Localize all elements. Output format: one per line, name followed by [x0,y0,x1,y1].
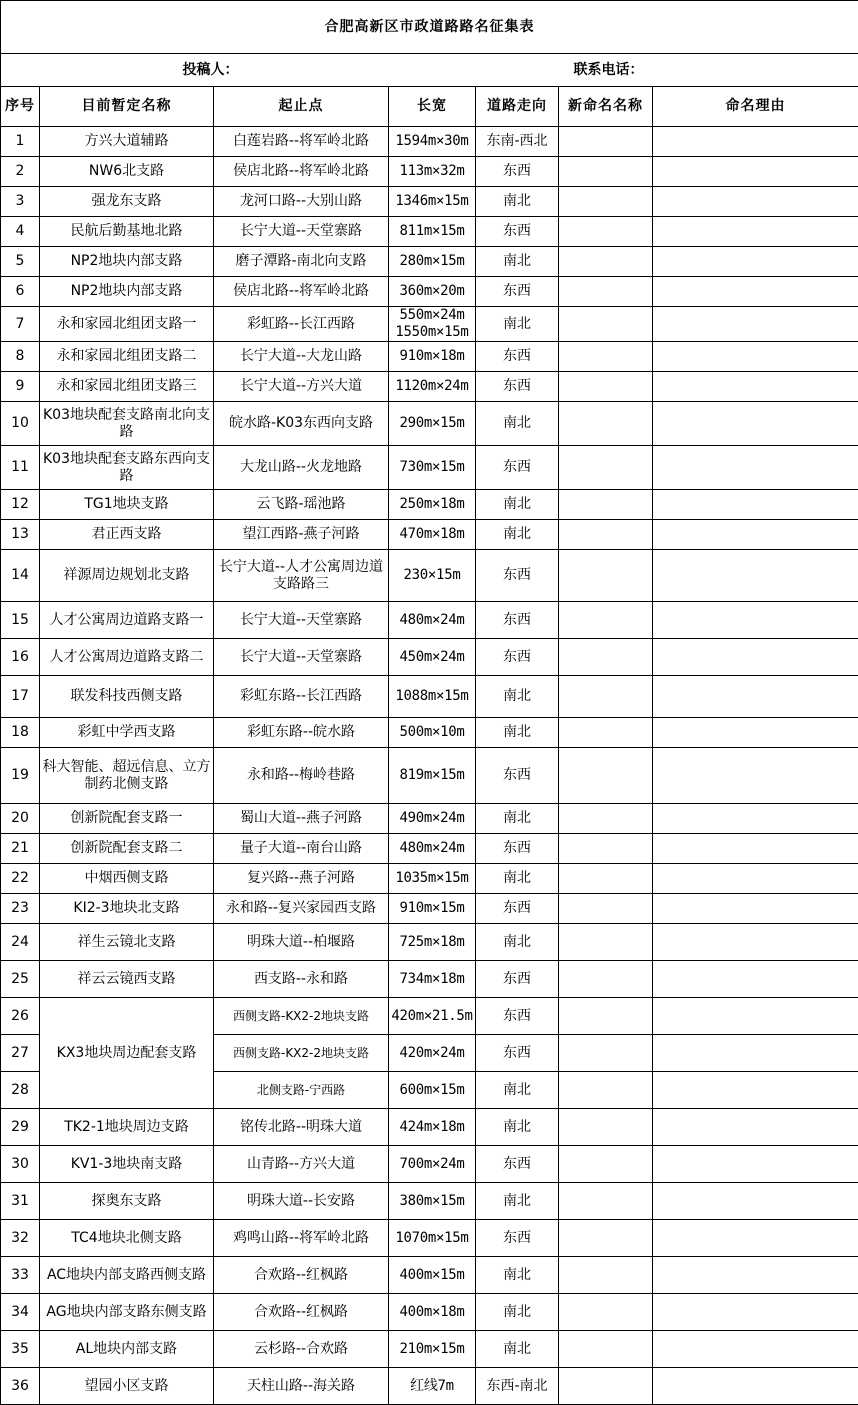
header-reason: 命名理由 [653,87,858,127]
new-name-input[interactable] [559,804,653,834]
row-number: 24 [1,924,40,961]
table-row [1,834,858,864]
table-row [1,1331,858,1368]
row-number: 25 [1,961,40,998]
start-end-points: 复兴路--燕子河路 [214,864,389,894]
new-name-input[interactable] [559,247,653,277]
table-row [1,520,858,550]
naming-reason-input[interactable] [653,1035,858,1072]
page-title: 合肥高新区市政道路路名征集表 [1,1,858,54]
header-direction: 道路走向 [476,87,559,127]
table-row [1,550,858,602]
naming-reason-input[interactable] [653,1368,858,1405]
current-name: 创新院配套支路二 [40,834,214,864]
road-direction: 东西 [476,157,559,187]
new-name-input[interactable] [559,157,653,187]
row-number: 7 [1,307,40,342]
naming-reason-input[interactable] [653,998,858,1035]
road-direction: 东西 [476,748,559,804]
road-direction: 东西 [476,446,559,490]
naming-reason-input[interactable] [653,1331,858,1368]
length-width: 360m×20m [389,277,476,307]
naming-reason-input[interactable] [653,1294,858,1331]
length-width: 700m×24m [389,1146,476,1183]
naming-reason-input[interactable] [653,446,858,490]
road-direction: 南北 [476,520,559,550]
road-direction: 南北 [476,804,559,834]
current-name: 永和家园北组团支路二 [40,342,214,372]
naming-reason-input[interactable] [653,894,858,924]
start-end-points: 铭传北路--明珠大道 [214,1109,389,1146]
start-end-points: 合欢路--红枫路 [214,1257,389,1294]
naming-reason-input[interactable] [653,127,858,157]
table-row [1,342,858,372]
length-width: 910m×18m [389,342,476,372]
new-name-input[interactable] [559,748,653,804]
length-width: 1594m×30m [389,127,476,157]
header-row [1,87,858,127]
road-direction: 南北 [476,307,559,342]
road-direction: 东西 [476,217,559,247]
current-name: NW6北支路 [40,157,214,187]
new-name-input[interactable] [559,520,653,550]
road-direction: 南北 [476,718,559,748]
new-name-input[interactable] [559,277,653,307]
table-row [1,1257,858,1294]
current-name: 科大智能、超远信息、立方制药北侧支路 [40,748,214,804]
start-end-points: 彩虹东路--皖水路 [214,718,389,748]
road-direction: 南北 [476,1331,559,1368]
row-number: 5 [1,247,40,277]
start-end-points: 永和路--复兴家园西支路 [214,894,389,924]
row-number: 28 [1,1072,40,1109]
length-width: 1346m×15m [389,187,476,217]
naming-reason-input[interactable] [653,1220,858,1257]
start-end-points: 白莲岩路--将军岭北路 [214,127,389,157]
length-width: 250m×18m [389,490,476,520]
row-number: 32 [1,1220,40,1257]
new-name-input[interactable] [559,217,653,247]
road-direction: 东西 [476,639,559,676]
naming-reason-input[interactable] [653,718,858,748]
current-name: TG1地块支路 [40,490,214,520]
table-row [1,1294,858,1331]
new-name-input[interactable] [559,342,653,372]
new-name-input[interactable] [559,446,653,490]
row-number: 6 [1,277,40,307]
table-row [1,1368,858,1405]
length-width: 380m×15m [389,1183,476,1220]
table-row [1,924,858,961]
table-row [1,1146,858,1183]
current-name: 联发科技西侧支路 [40,676,214,718]
start-end-points: 明珠大道--柏堰路 [214,924,389,961]
new-name-input[interactable] [559,127,653,157]
start-end-points: 明珠大道--长安路 [214,1183,389,1220]
new-name-input[interactable] [559,676,653,718]
naming-reason-input[interactable] [653,372,858,402]
new-name-input[interactable] [559,894,653,924]
new-name-input[interactable] [559,1257,653,1294]
road-direction: 南北 [476,1072,559,1109]
start-end-points: 彩虹路--长江西路 [214,307,389,342]
row-number: 30 [1,1146,40,1183]
row-number: 20 [1,804,40,834]
road-direction: 东西 [476,834,559,864]
current-name: 望园小区支路 [40,1368,214,1405]
row-number: 27 [1,1035,40,1072]
row-number: 18 [1,718,40,748]
naming-reason-input[interactable] [653,402,858,446]
row-number: 34 [1,1294,40,1331]
start-end-points: 永和路--梅岭巷路 [214,748,389,804]
new-name-input[interactable] [559,998,653,1035]
new-name-input[interactable] [559,1072,653,1109]
table-row [1,639,858,676]
length-width: 424m×18m [389,1109,476,1146]
start-end-points: 长宁大道--方兴大道 [214,372,389,402]
naming-reason-input[interactable] [653,804,858,834]
length-width: 280m×15m [389,247,476,277]
row-number: 33 [1,1257,40,1294]
row-number: 22 [1,864,40,894]
naming-reason-input[interactable] [653,748,858,804]
row-number: 8 [1,342,40,372]
length-width: 725m×18m [389,924,476,961]
length-width: 450m×24m [389,639,476,676]
road-direction: 东西 [476,1146,559,1183]
new-name-input[interactable] [559,1035,653,1072]
length-width: 400m×18m [389,1294,476,1331]
length-width: 480m×24m [389,602,476,639]
row-number: 19 [1,748,40,804]
row-number: 14 [1,550,40,602]
road-direction: 东西 [476,342,559,372]
road-direction: 东西 [476,1035,559,1072]
new-name-input[interactable] [559,602,653,639]
start-end-points: 鸡鸣山路--将军岭北路 [214,1220,389,1257]
table-row [1,1183,858,1220]
length-width: 红线7m [389,1368,476,1405]
submitter-row [1,54,858,87]
table-row [1,748,858,804]
start-end-points: 蜀山大道--燕子河路 [214,804,389,834]
naming-reason-input[interactable] [653,157,858,187]
start-end-points: 长宁大道--天堂寨路 [214,217,389,247]
naming-reason-input[interactable] [653,1072,858,1109]
start-end-points: 长宁大道--天堂寨路 [214,639,389,676]
table-row [1,127,858,157]
phone-label: 联系电话： [573,61,644,78]
naming-reason-input[interactable] [653,550,858,602]
row-number: 16 [1,639,40,676]
table-row [1,157,858,187]
header-name: 目前暂定名称 [40,87,214,127]
road-direction: 东西 [476,550,559,602]
row-number: 17 [1,676,40,718]
length-width: 1070m×15m [389,1220,476,1257]
new-name-input[interactable] [559,307,653,342]
length-width: 400m×15m [389,1257,476,1294]
length-width: 819m×15m [389,748,476,804]
naming-reason-input[interactable] [653,864,858,894]
length-width: 210m×15m [389,1331,476,1368]
table-row [1,804,858,834]
length-width: 1035m×15m [389,864,476,894]
current-name: K03地块配套支路东西向支路 [40,446,214,490]
new-name-input[interactable] [559,864,653,894]
start-end-points: 大龙山路--火龙地路 [214,446,389,490]
new-name-input[interactable] [559,1183,653,1220]
start-end-points: 云飞路-瑶池路 [214,490,389,520]
road-direction: 东西 [476,961,559,998]
new-name-input[interactable] [559,1331,653,1368]
road-direction: 南北 [476,1183,559,1220]
current-name: 强龙东支路 [40,187,214,217]
road-direction: 东西 [476,1220,559,1257]
row-number: 3 [1,187,40,217]
table-row [1,446,858,490]
header-new-name: 新命名名称 [559,87,653,127]
length-width: 420m×24m [389,1035,476,1072]
current-name: 民航后勤基地北路 [40,217,214,247]
new-name-input[interactable] [559,639,653,676]
naming-reason-input[interactable] [653,247,858,277]
table-row [1,676,858,718]
length-width: 470m×18m [389,520,476,550]
table-row [1,490,858,520]
new-name-input[interactable] [559,834,653,864]
current-name: TC4地块北侧支路 [40,1220,214,1257]
table-row [1,372,858,402]
road-direction: 南北 [476,676,559,718]
road-direction: 南北 [476,490,559,520]
start-end-points: 山青路--方兴大道 [214,1146,389,1183]
road-direction: 东西-南北 [476,1368,559,1405]
current-name: 人才公寓周边道路支路一 [40,602,214,639]
naming-reason-input[interactable] [653,490,858,520]
road-direction: 东西 [476,998,559,1035]
start-end-points: 长宁大道--天堂寨路 [214,602,389,639]
naming-reason-input[interactable] [653,277,858,307]
start-end-points: 侯店北路--将军岭北路 [214,157,389,187]
naming-reason-input[interactable] [653,639,858,676]
row-number: 23 [1,894,40,924]
road-direction: 南北 [476,247,559,277]
new-name-input[interactable] [559,718,653,748]
current-name: 探奥东支路 [40,1183,214,1220]
current-name: 祥源周边规划北支路 [40,550,214,602]
new-name-input[interactable] [559,490,653,520]
start-end-points: 西侧支路-KX2-2地块支路 [214,1035,389,1072]
road-direction: 南北 [476,1294,559,1331]
start-end-points: 磨子潭路-南北向支路 [214,247,389,277]
table-row [1,864,858,894]
start-end-points: 北侧支路-宁西路 [214,1072,389,1109]
length-width: 420m×21.5m [389,998,476,1035]
road-direction: 南北 [476,1257,559,1294]
current-name: NP2地块内部支路 [40,247,214,277]
length-width: 500m×10m [389,718,476,748]
road-direction: 南北 [476,402,559,446]
submitter-label: 投稿人： [182,61,239,78]
start-end-points: 云杉路--合欢路 [214,1331,389,1368]
current-name: K03地块配套支路南北向支路 [40,402,214,446]
start-end-points: 天柱山路--海关路 [214,1368,389,1405]
length-width: 230×15m [389,550,476,602]
length-width: 1120m×24m [389,372,476,402]
row-number: 29 [1,1109,40,1146]
new-name-input[interactable] [559,1109,653,1146]
length-width: 113m×32m [389,157,476,187]
current-name: 祥生云镜北支路 [40,924,214,961]
new-name-input[interactable] [559,1220,653,1257]
current-name: AC地块内部支路西侧支路 [40,1257,214,1294]
new-name-input[interactable] [559,187,653,217]
road-direction: 南北 [476,1109,559,1146]
road-direction: 东西 [476,372,559,402]
current-name: 创新院配套支路一 [40,804,214,834]
table-row [1,961,858,998]
start-end-points: 长宁大道--大龙山路 [214,342,389,372]
current-name: NP2地块内部支路 [40,277,214,307]
start-end-points: 合欢路--红枫路 [214,1294,389,1331]
new-name-input[interactable] [559,372,653,402]
current-name: TK2-1地块周边支路 [40,1109,214,1146]
new-name-input[interactable] [559,1294,653,1331]
header-start-end: 起止点 [214,87,389,127]
naming-reason-input[interactable] [653,307,858,342]
naming-reason-input[interactable] [653,342,858,372]
new-name-input[interactable] [559,1368,653,1405]
row-number: 26 [1,998,40,1035]
naming-reason-input[interactable] [653,924,858,961]
start-end-points: 量子大道--南台山路 [214,834,389,864]
road-direction: 东南-西北 [476,127,559,157]
length-width: 480m×24m [389,834,476,864]
naming-reason-input[interactable] [653,1183,858,1220]
table-row [1,217,858,247]
start-end-points: 西侧支路-KX2-2地块支路 [214,998,389,1035]
naming-reason-input[interactable] [653,834,858,864]
row-number: 35 [1,1331,40,1368]
length-width: 600m×15m [389,1072,476,1109]
row-number: 13 [1,520,40,550]
new-name-input[interactable] [559,961,653,998]
current-name: 方兴大道辅路 [40,127,214,157]
current-name: 永和家园北组团支路一 [40,307,214,342]
road-direction: 南北 [476,187,559,217]
length-width: 490m×24m [389,804,476,834]
road-direction: 东西 [476,894,559,924]
table-row [1,718,858,748]
naming-reason-input[interactable] [653,520,858,550]
table-row [1,247,858,277]
length-width: 1088m×15m [389,676,476,718]
table-row [1,602,858,639]
current-name: 永和家园北组团支路三 [40,372,214,402]
new-name-input[interactable] [559,550,653,602]
naming-reason-input[interactable] [653,602,858,639]
row-number: 31 [1,1183,40,1220]
naming-reason-input[interactable] [653,217,858,247]
table-row [1,307,858,342]
naming-reason-input[interactable] [653,961,858,998]
current-name: KX3地块周边配套支路 [40,998,214,1109]
length-width: 811m×15m [389,217,476,247]
current-name: KV1-3地块南支路 [40,1146,214,1183]
header-no: 序号 [1,87,40,127]
row-number: 9 [1,372,40,402]
naming-reason-input[interactable] [653,676,858,718]
row-number: 12 [1,490,40,520]
current-name: AL地块内部支路 [40,1331,214,1368]
new-name-input[interactable] [559,1146,653,1183]
row-number: 10 [1,402,40,446]
length-width: 730m×15m [389,446,476,490]
current-name: AG地块内部支路东侧支路 [40,1294,214,1331]
row-number: 36 [1,1368,40,1405]
row-number: 2 [1,157,40,187]
row-number: 4 [1,217,40,247]
start-end-points: 望江西路-燕子河路 [214,520,389,550]
naming-reason-input[interactable] [653,187,858,217]
new-name-input[interactable] [559,924,653,961]
start-end-points: 长宁大道--人才公寓周边道支路路三 [214,550,389,602]
current-name: 中烟西侧支路 [40,864,214,894]
start-end-points: 皖水路-K03东西向支路 [214,402,389,446]
length-width: 734m×18m [389,961,476,998]
naming-reason-input[interactable] [653,1146,858,1183]
start-end-points: 西支路--永和路 [214,961,389,998]
table-row [1,402,858,446]
start-end-points: 侯店北路--将军岭北路 [214,277,389,307]
current-name: 彩虹中学西支路 [40,718,214,748]
naming-reason-input[interactable] [653,1109,858,1146]
current-name: 君正西支路 [40,520,214,550]
length-width: 290m×15m [389,402,476,446]
table-row [1,277,858,307]
start-end-points: 彩虹东路--长江西路 [214,676,389,718]
current-name: 人才公寓周边道路支路二 [40,639,214,676]
new-name-input[interactable] [559,402,653,446]
start-end-points: 龙河口路--大别山路 [214,187,389,217]
current-name: 祥云云镜西支路 [40,961,214,998]
road-direction: 南北 [476,864,559,894]
length-width: 910m×15m [389,894,476,924]
row-number: 1 [1,127,40,157]
road-direction: 东西 [476,277,559,307]
naming-reason-input[interactable] [653,1257,858,1294]
table-row [1,1220,858,1257]
row-number: 21 [1,834,40,864]
current-name: KI2-3地块北支路 [40,894,214,924]
header-dimensions: 长宽 [389,87,476,127]
table-row [1,894,858,924]
row-number: 11 [1,446,40,490]
table-row [1,998,858,1035]
table-row [1,1109,858,1146]
table-row [1,187,858,217]
length-width: 550m×24m 1550m×15m [389,307,476,342]
row-number: 15 [1,602,40,639]
road-direction: 南北 [476,924,559,961]
road-direction: 东西 [476,602,559,639]
